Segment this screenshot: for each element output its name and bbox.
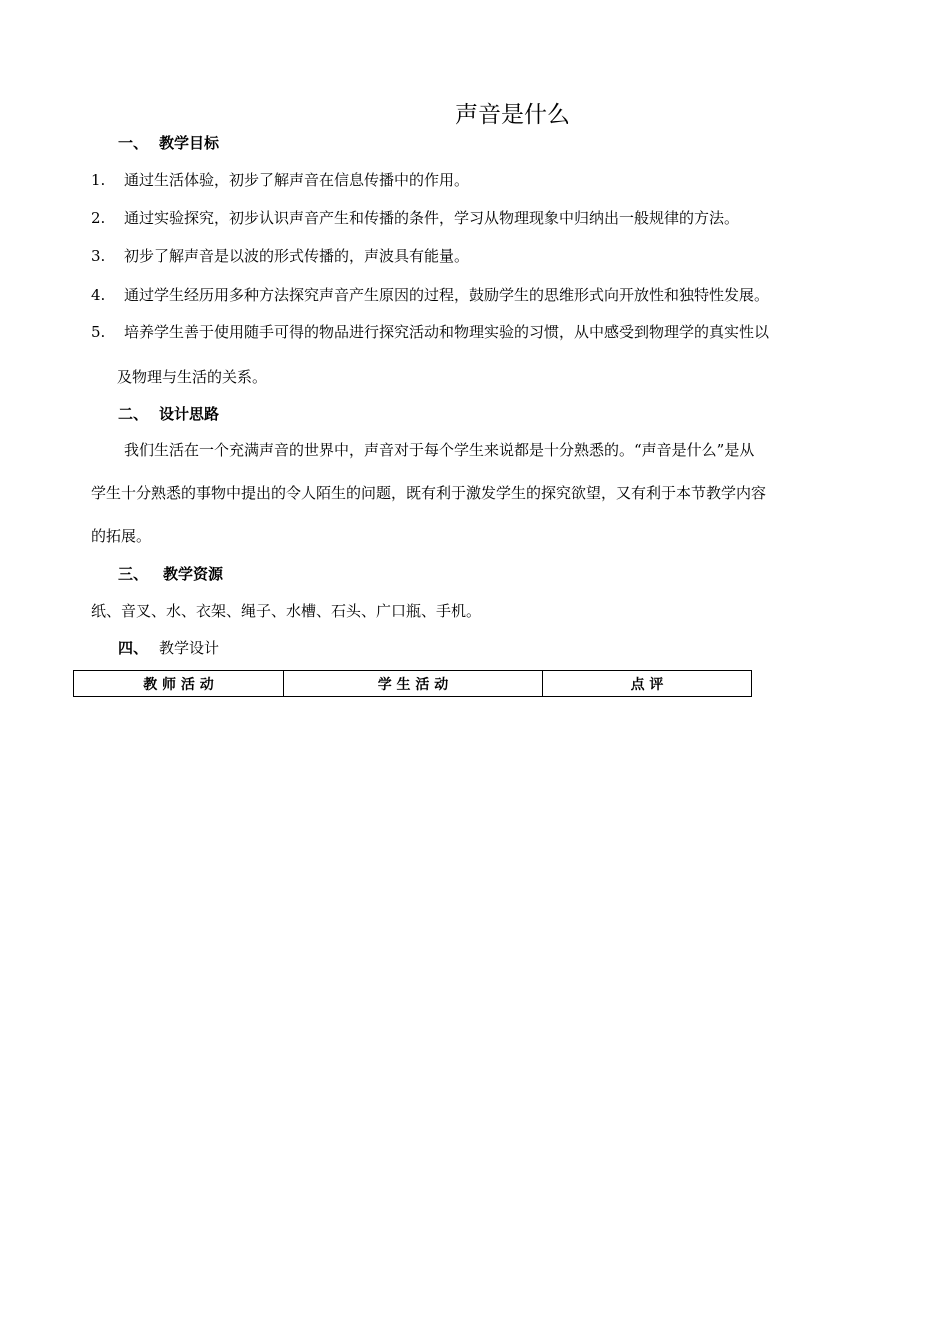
design-idea-line-1: 我们生活在一个充满声音的世界中，声音对于每个学生来说都是十分熟悉的。“声音是什么”是从 xyxy=(124,441,755,459)
item-number: 4. xyxy=(91,286,106,304)
table-header-row xyxy=(74,671,752,697)
item-text: 通过学生经历用多种方法探究声音产生原因的过程，鼓励学生的思维形式向开放性和独特性发展。 xyxy=(124,286,770,304)
teaching-design-table xyxy=(73,670,752,697)
objective-item-2 xyxy=(91,207,871,228)
section-label: 设计思路 xyxy=(159,405,220,423)
section-label: 教学设计 xyxy=(159,639,220,657)
section-number: 三、 xyxy=(118,565,149,583)
objective-item-3 xyxy=(91,245,871,266)
section-label: 教学目标 xyxy=(159,134,220,152)
header-comment: 点 评 xyxy=(543,671,752,697)
item-text: 初步了解声音是以波的形式传播的，声波具有能量。 xyxy=(124,247,470,265)
objective-item-1 xyxy=(91,169,871,190)
design-idea-line-2: 学生十分熟悉的事物中提出的令人陌生的问题，既有利于激发学生的探究欲望，又有利于本节教学内容 xyxy=(91,484,767,502)
resources-text: 纸、音叉、水、衣架、绳子、水槽、石头、广口瓶、手机。 xyxy=(91,602,482,620)
section-number: 一、 xyxy=(118,134,149,152)
design-idea-line-3: 的拓展。 xyxy=(91,527,152,545)
section-heading-design-idea xyxy=(118,403,219,424)
section-number: 四、 xyxy=(118,639,149,657)
item-text: 培养学生善于使用随手可得的物品进行探究活动和物理实验的习惯，从中感受到物理学的真实性以 xyxy=(124,323,770,341)
section-number: 二、 xyxy=(118,405,149,423)
section-heading-teaching-design xyxy=(118,637,219,658)
section-heading-objectives xyxy=(118,132,219,153)
item-number: 5. xyxy=(91,323,106,341)
item-text: 通过生活体验，初步了解声音在信息传播中的作用。 xyxy=(124,171,470,189)
objective-item-5-continuation: 及物理与生活的关系。 xyxy=(117,368,268,386)
item-number: 3. xyxy=(91,247,106,265)
section-label: 教学资源 xyxy=(163,565,224,583)
objective-item-5 xyxy=(91,321,871,342)
page-title: 声音是什么 xyxy=(455,102,570,128)
item-number: 2. xyxy=(91,209,106,227)
section-heading-resources xyxy=(118,563,223,584)
item-number: 1. xyxy=(91,171,106,189)
objective-item-4 xyxy=(91,284,871,305)
header-teacher-activity: 教 师 活 动 xyxy=(74,671,284,697)
item-text: 通过实验探究，初步认识声音产生和传播的条件，学习从物理现象中归纳出一般规律的方法。 xyxy=(124,209,740,227)
header-student-activity: 学 生 活 动 xyxy=(284,671,543,697)
